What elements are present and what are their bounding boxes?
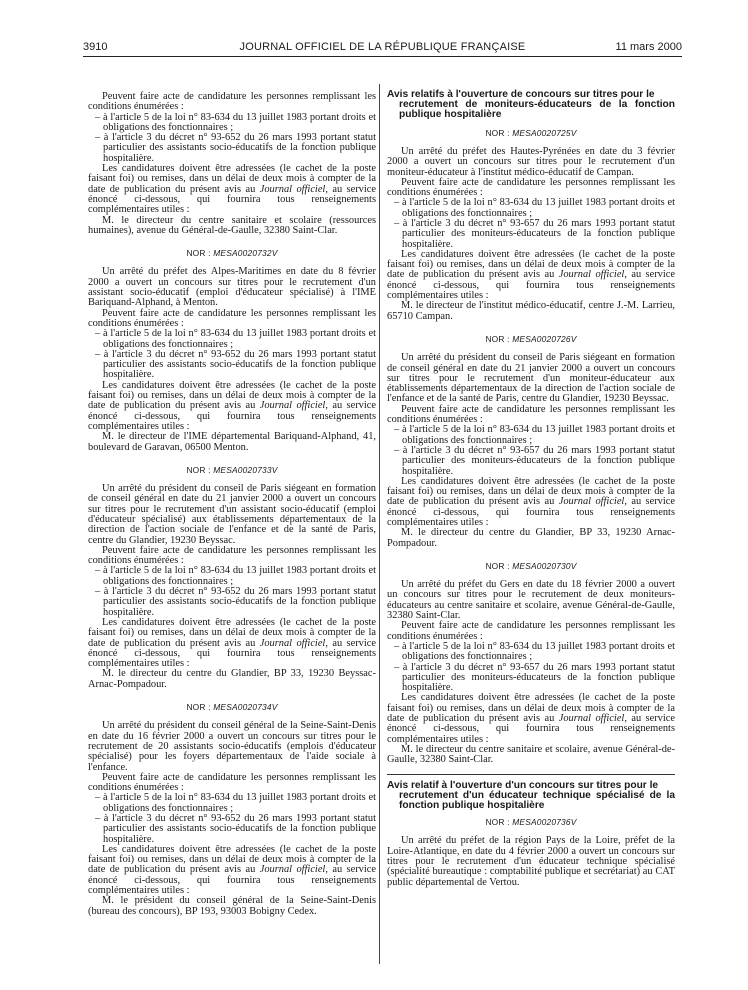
candidature-text: Les candidatures doivent être adressées (le cachet de la poste faisant foi) ou remises, dans un délai de deux mois à compter de la date de publication du présent avis au	[88, 616, 376, 649]
left-column	[88, 92, 376, 917]
condition-item: – à l'article 3 du décret n° 93-652 du 26 mars 1993 portant statut particulier des assistants socio-éducatifs de la fonction publique hospitalière.	[95, 348, 376, 381]
right-column	[387, 90, 675, 888]
conditions-intro: Peuvent faire acte de candidature les personnes remplissant les conditions énumérées :	[88, 307, 376, 329]
decree-paragraph: Un arrêté du président du conseil de Paris siégeant en formation de conseil général en date du 21 janvier 2000 a ouvert un concours sur titres pour le recrutement d'un moniteur-éducateur aux établissements départementaux de la direction de l'action sociale de l'enfance et de la santé de Paris, centre du Glandier, 19230 Beyssac.	[387, 352, 675, 405]
contact-address: M. le directeur du centre du Glandier, BP 33, 19230 Arnac-Pompadour.	[387, 527, 675, 549]
section-title-line: recrutement d'un éducateur technique spécialisé de la fonction publique hospitalière	[399, 789, 675, 811]
nor-code: MESA0020725V	[512, 127, 577, 138]
candidature-text: , au service énoncé ci-dessous, qui fournira tous renseignements complémentaires utiles :	[88, 864, 376, 897]
candidature-text: , au service énoncé ci-dessous, qui fournira tous renseignements complémentaires utiles :	[387, 269, 675, 302]
candidature-text: , au service énoncé ci-dessous, qui fournira tous renseignements complémentaires utiles :	[88, 400, 376, 432]
condition-item: – à l'article 5 de la loi n° 83-634 du 13 juillet 1983 portant droits et obligations des fonctionnaires ;	[95, 565, 376, 587]
condition-item: – à l'article 3 du décret n° 93-657 du 26 mars 1993 portant statut particulier des moniteurs-éducateurs de la fonction publique hospitalière.	[394, 444, 675, 477]
nor-reference	[88, 248, 376, 258]
page-number: 3910	[83, 41, 108, 53]
nor-reference	[387, 561, 675, 571]
condition-item: – à l'article 5 de la loi n° 83-634 du 13 juillet 1983 portant droits et obligations des fonctionnaires ;	[95, 111, 376, 133]
conditions-intro: Peuvent faire acte de candidature les personnes remplissant les conditions énumérées :	[387, 620, 675, 642]
condition-item: – à l'article 5 de la loi n° 83-634 du 13 juillet 1983 portant droits et obligations des fonctionnaires ;	[394, 197, 675, 219]
nor-code: MESA0020736V	[512, 817, 577, 828]
candidature-text: Les candidatures doivent être adressées (le cachet de la poste faisant foi) ou remises, dans un délai de deux mois à compter de la date de publication du présent avis au	[88, 163, 376, 195]
condition-item: – à l'article 3 du décret n° 93-652 du 26 mars 1993 portant statut particulier des assistants socio-éducatifs de la fonction publique hospitalière.	[95, 586, 376, 618]
contact-address: M. le directeur de l'IME départemental Bariquand-Alphand, 41, boulevard de Garavan, 06500 Menton.	[88, 431, 376, 453]
contact-address: M. le directeur de l'institut médico-éducatif, centre J.-M. Larrieu, 65710 Campan.	[387, 300, 675, 322]
candidature-text: Les candidatures doivent être adressées (le cachet de la poste faisant foi) ou remises, dans un délai de deux mois à compter de la date de publication du présent avis au	[387, 248, 675, 281]
nor-label: NOR :	[186, 248, 214, 259]
nor-code: MESA0020734V	[213, 702, 278, 713]
candidature-paragraph	[88, 845, 376, 896]
candidature-paragraph	[88, 618, 376, 669]
nor-reference	[387, 817, 675, 827]
condition-item: – à l'article 5 de la loi n° 83-634 du 13 juillet 1983 portant droits et obligations des fonctionnaires ;	[394, 640, 675, 663]
candidature-paragraph	[387, 693, 675, 744]
nor-reference	[387, 128, 675, 138]
decree-paragraph: Un arrêté du président du conseil de Paris siégeant en formation de conseil général en date du 21 janvier 2000 a ouvert un concours sur titres pour le recrutement d'un assistant socio-éducatif (emploi d'éducateur spécialisé) aux établissements départementaux de la direction de l'action sociale de l'enfance et de la santé de Paris, centre du Glandier, 19230 Beyssac.	[88, 483, 376, 546]
section-title-line: Avis relatifs à l'ouverture de concours sur titres pour le	[387, 89, 655, 100]
candidature-paragraph	[387, 250, 675, 301]
candidature-text: Les candidatures doivent être adressées (le cachet de la poste faisant foi) ou remises, dans un délai de deux mois à compter de la date de publication du présent avis au	[88, 843, 376, 876]
decree-paragraph: Un arrêté du préfet du Gers en date du 18 février 2000 a ouvert un concours sur titres pour le recrutement de deux moniteurs-éducateurs au centre sanitaire et scolaire, avenue Général-de-Gaulle, 32380 Saint-Clar.	[387, 579, 675, 622]
nor-code: MESA0020726V	[512, 333, 577, 344]
nor-label: NOR :	[485, 333, 513, 344]
condition-item: – à l'article 5 de la loi n° 83-634 du 13 juillet 1983 portant droits et obligations des fonctionnaires ;	[95, 328, 376, 350]
nor-reference	[387, 334, 675, 344]
contact-address: M. le directeur du centre du Glandier, BP 33, 19230 Beyssac-Arnac-Pompadour.	[88, 668, 376, 690]
decree-paragraph: Un arrêté du préfet de la région Pays de la Loire, préfet de la Loire-Atlantique, en date du 4 février 2000 a ouvert un concours sur titres pour le recrutement d'un éducateur technique spécialisé (spécialité bureautique : comptabilité publique et secrétariat) au CAT public départemental de Vertou.	[387, 835, 675, 888]
section-divider	[387, 774, 675, 775]
nor-code: MESA0020730V	[512, 560, 577, 571]
candidature-paragraph	[387, 477, 675, 528]
decree-paragraph: Un arrêté du président du conseil général de la Seine-Saint-Denis en date du 16 février 2000 a ouvert un concours sur titres pour le recrutement de 20 assistants socio-éducatifs (emplois d'éducateur spécialisé) pour les foyers départementaux de l'aide sociale à l'enfance.	[88, 720, 376, 773]
journal-officiel-ref: Journal officiel	[558, 496, 625, 508]
journal-officiel-ref: Journal officiel	[259, 864, 326, 876]
conditions-intro: Peuvent faire acte de candidature les personnes remplissant les conditions énumérées :	[387, 176, 675, 199]
condition-item: – à l'article 3 du décret n° 93-652 du 26 mars 1993 portant statut particulier des assistants socio-éducatifs de la fonction publique hospitalière.	[95, 132, 376, 164]
decree-paragraph: Un arrêté du préfet des Alpes-Maritimes en date du 8 février 2000 a ouvert un concours sur titres pour le recrutement d'un assistant socio-éducatif (emploi d'éducateur spécialisé) à l'IME Bariquand-Alphand, à Menton.	[88, 266, 376, 309]
column-separator	[379, 84, 380, 964]
contact-address: M. le directeur du centre sanitaire et scolaire (ressources humaines), avenue du Général-de-Gaulle, 32380 Saint-Clar.	[88, 214, 376, 236]
candidature-paragraph	[88, 164, 376, 215]
nor-code: MESA0020733V	[213, 464, 278, 475]
journal-officiel-ref: Journal officiel	[259, 637, 326, 649]
nor-label: NOR :	[485, 560, 513, 571]
condition-item: – à l'article 5 de la loi n° 83-634 du 13 juillet 1983 portant droits et obligations des fonctionnaires ;	[394, 424, 675, 446]
section-title-line: recrutement de moniteurs-éducateurs de la fonction publique hospitalière	[399, 99, 675, 121]
journal-officiel-ref: Journal officiel	[558, 713, 625, 725]
section-title	[387, 90, 675, 121]
condition-item: – à l'article 3 du décret n° 93-657 du 26 mars 1993 portant statut particulier des moniteurs-éducateurs de la fonction publique hospitalière.	[394, 217, 675, 250]
journal-officiel-ref: Journal officiel	[558, 269, 625, 281]
conditions-intro: Peuvent faire acte de candidature les personnes remplissant les conditions énumérées :	[88, 544, 376, 567]
nor-label: NOR :	[186, 464, 214, 475]
issue-date: 11 mars 2000	[615, 41, 682, 53]
condition-item: – à l'article 3 du décret n° 93-652 du 26 mars 1993 portant statut particulier des assistants socio-éducatifs de la fonction publique hospitalière.	[95, 813, 376, 845]
candidature-text: , au service énoncé ci-dessous, qui fournira tous renseignements complémentaires utiles :	[387, 713, 675, 745]
nor-reference	[88, 465, 376, 475]
contact-address: M. le directeur du centre sanitaire et scolaire, avenue Général-de-Gaulle, 32380 Saint-Clar.	[387, 743, 675, 766]
journal-title: JOURNAL OFFICIEL DE LA RÉPUBLIQUE FRANÇAISE	[239, 41, 526, 53]
candidature-text: Les candidatures doivent être adressées (le cachet de la poste faisant foi) ou remises, dans un délai de deux mois à compter de la date de publication du présent avis au	[387, 475, 675, 508]
page-header	[83, 40, 682, 57]
candidature-text: Les candidatures doivent être adressées (le cachet de la poste faisant foi) ou remises, dans un délai de deux mois à compter de la date de publication du présent avis au	[387, 692, 675, 725]
nor-label: NOR :	[485, 127, 513, 138]
condition-item: – à l'article 5 de la loi n° 83-634 du 13 juillet 1983 portant droits et obligations des fonctionnaires ;	[95, 792, 376, 814]
section-title	[387, 781, 675, 812]
nor-label: NOR :	[186, 702, 214, 713]
journal-officiel-ref: Journal officiel	[259, 400, 326, 412]
section-title-line: Avis relatif à l'ouverture d'un concours sur titres pour le	[387, 779, 659, 791]
nor-code: MESA0020732V	[213, 248, 278, 259]
candidature-text: Les candidatures doivent être adressées (le cachet de la poste faisant foi) ou remises, dans un délai de deux mois à compter de la date de publication du présent avis au	[88, 379, 376, 412]
candidature-paragraph	[88, 381, 376, 432]
candidature-text: , au service énoncé ci-dessous, qui fournira tous renseignements complémentaires utiles :	[88, 183, 376, 216]
candidature-text: , au service énoncé ci-dessous, qui fournira tous renseignements complémentaires utiles :	[387, 496, 675, 528]
conditions-intro: Peuvent faire acte de candidature les personnes remplissant les conditions énumérées :	[88, 91, 376, 113]
conditions-intro: Peuvent faire acte de candidature les personnes remplissant les conditions énumérées :	[387, 403, 675, 426]
candidature-text: , au service énoncé ci-dessous, qui fournira tous renseignements complémentaires utiles :	[88, 637, 376, 670]
decree-paragraph: Un arrêté du préfet des Hautes-Pyrénées en date du 3 février 2000 a ouvert un concours sur titres pour le recrutement d'un moniteur-éducateur à l'institut médico-éducatif de Campan.	[387, 145, 675, 178]
nor-label: NOR :	[485, 817, 513, 828]
nor-reference	[88, 702, 376, 712]
conditions-intro: Peuvent faire acte de candidature les personnes remplissant les conditions énumérées :	[88, 771, 376, 794]
contact-address: M. le président du conseil général de la Seine-Saint-Denis (bureau des concours), BP 193, 93003 Bobigny Cedex.	[88, 895, 376, 917]
journal-officiel-ref: Journal officiel	[259, 183, 326, 195]
condition-item: – à l'article 3 du décret n° 93-657 du 26 mars 1993 portant statut particulier des moniteurs-éducateurs de la fonction publique hospitalière.	[394, 661, 675, 694]
